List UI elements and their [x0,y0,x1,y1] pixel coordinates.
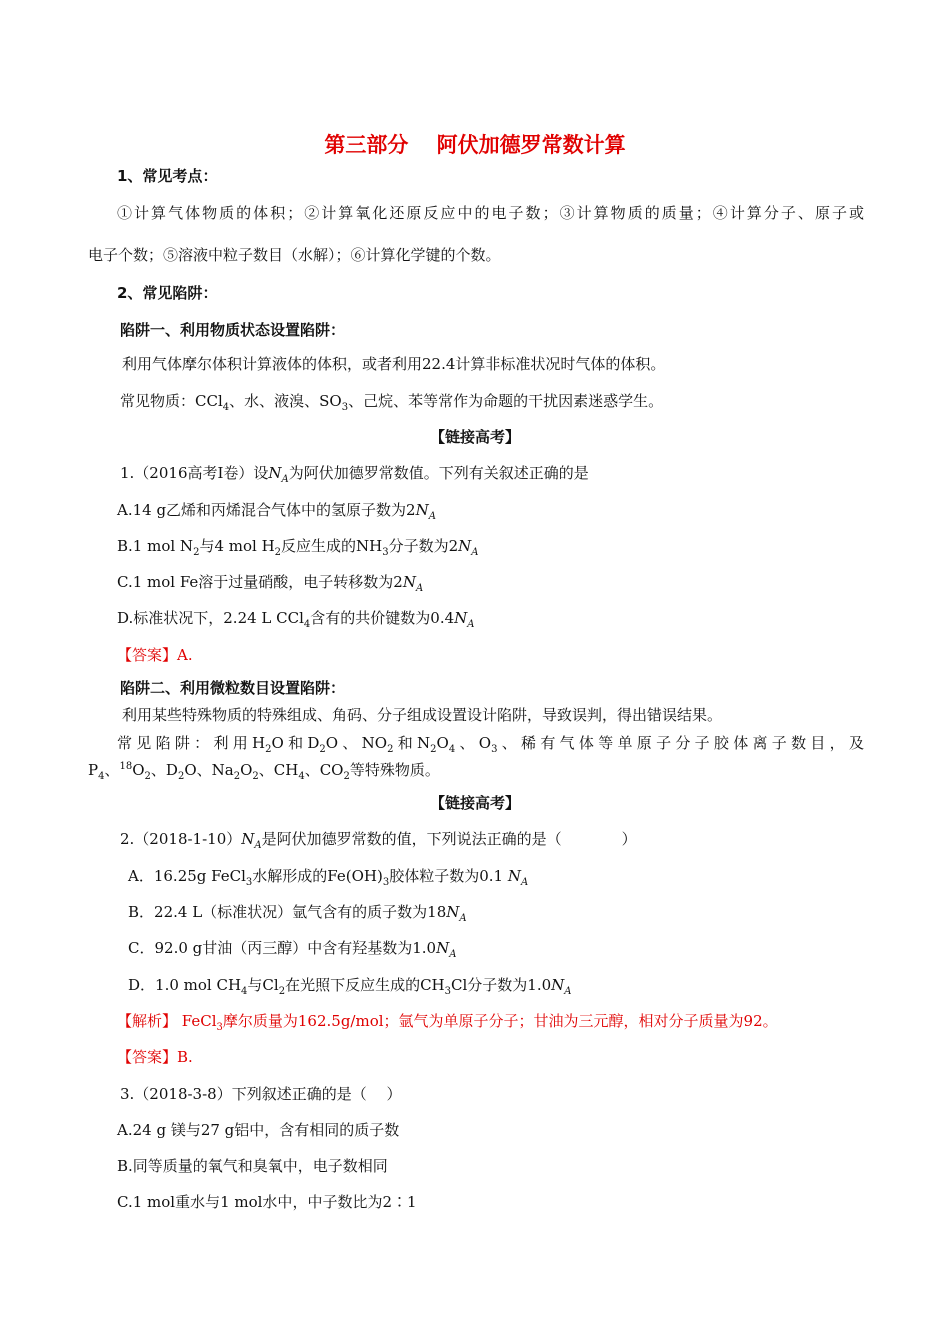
option-b: B.1 mol $N_2$与4 mol $H_2$反应生成的$NH_3$分子数为$2N_A$ [117,537,479,558]
link-gaokao-heading: 【链接高考】 [429,428,520,446]
paragraph-line: 利用气体摩尔体积计算液体的体积，或者利用22.4计算非标准状况时气体的体积。 [122,355,666,373]
analysis-text: 【解析】 FeCl$_3$摩尔质量为162.5g/mol；氩气为单原子分子；甘油为三元醇，相对分子质量为92。 [117,1012,778,1033]
answer-text: 【答案】B. [117,1048,193,1066]
paragraph-line: 电子个数；⑤溶液中粒子数目（水解）；⑥计算化学键的个数。 [88,246,501,264]
paragraph-line: 利用某些特殊物质的特殊组成、角码、分子组成设置设计陷阱，导致误判，得出错误结果。 [122,706,723,724]
option-b: B.同等质量的氧气和臭氧中，电子数相同 [117,1157,388,1175]
option-c: C．92.0 g甘油（丙三醇）中含有羟基数为$1.0N_A$ [128,939,457,960]
question-stem: 3.（2018-3-8）下列叙述正确的是（ ） [120,1085,402,1103]
option-c: C.1 mol重水与1 mol水中，中子数比为2∶1 [117,1193,417,1211]
paragraph-line: ①计算气体物质的体积；②计算氧化还原反应中的电子数；③计算物质的质量；④计算分子、原子或 [117,204,864,222]
question-stem: 1.（2016高考Ⅰ卷）设$N_A$为阿伏加德罗常数值。下列有关叙述正确的是 [120,464,589,485]
option-a: A．16.25g FeCl$_3$水解形成的$Fe(OH)_3$胶体粒子数为0.1 $N_A$ [128,867,529,888]
option-b: B．22.4 L（标准状况）氩气含有的质子数为$18N_A$ [128,903,467,924]
section-heading-common-traps: 2、常见陷阱： [117,284,218,302]
trap-one-heading: 陷阱一、利用物质状态设置陷阱： [120,321,346,339]
link-gaokao-heading: 【链接高考】 [429,794,520,812]
trap-two-heading: 陷阱二、利用微粒数目设置陷阱： [120,679,346,697]
option-d: D．1.0 mol $CH_4$与$Cl_2$在光照下反应生成的$CH_3Cl$分子数为$1.0N_A$ [128,976,572,997]
page-title: 第三部分 阿伏加德罗常数计算 [324,133,626,157]
paragraph-line: $P_4$、$^{18}O_2$、$D_2O$、$Na_2O_2$、$CH_4$、$CO_2$等特殊物质。 [88,761,440,782]
option-a: A.14 g乙烯和丙烯混合气体中的氢原子数为$2N_A$ [117,501,436,522]
option-d: D.标准状况下，2.24 L CCl$_4$含有的共价键数为$0.4N_A$ [117,609,475,630]
section-heading-common-points: 1、常见考点： [117,167,218,185]
paragraph-line: 常见物质：CCl$_4$、水、液溴、$SO_3$、己烷、苯等常作为命题的干扰因素迷惑学生。 [120,392,664,413]
question-stem: $2.(2018-1-10)N_A$是阿伏加德罗常数的值，下列说法正确的是（ ） [120,830,637,851]
answer-text: 【答案】A. [117,646,193,664]
paragraph-line: 常见陷阱：利用$H_2O$和$D_2O$、$NO_2$和$N_2O_4$、$O_3$、稀有气体等单原子分子胶体离子数目，及 [117,734,864,755]
option-a: A.24 g 镁与27 g铝中，含有相同的质子数 [117,1121,400,1139]
option-c: C.1 mol Fe溶于过量硝酸，电子转移数为$2N_A$ [117,573,424,594]
